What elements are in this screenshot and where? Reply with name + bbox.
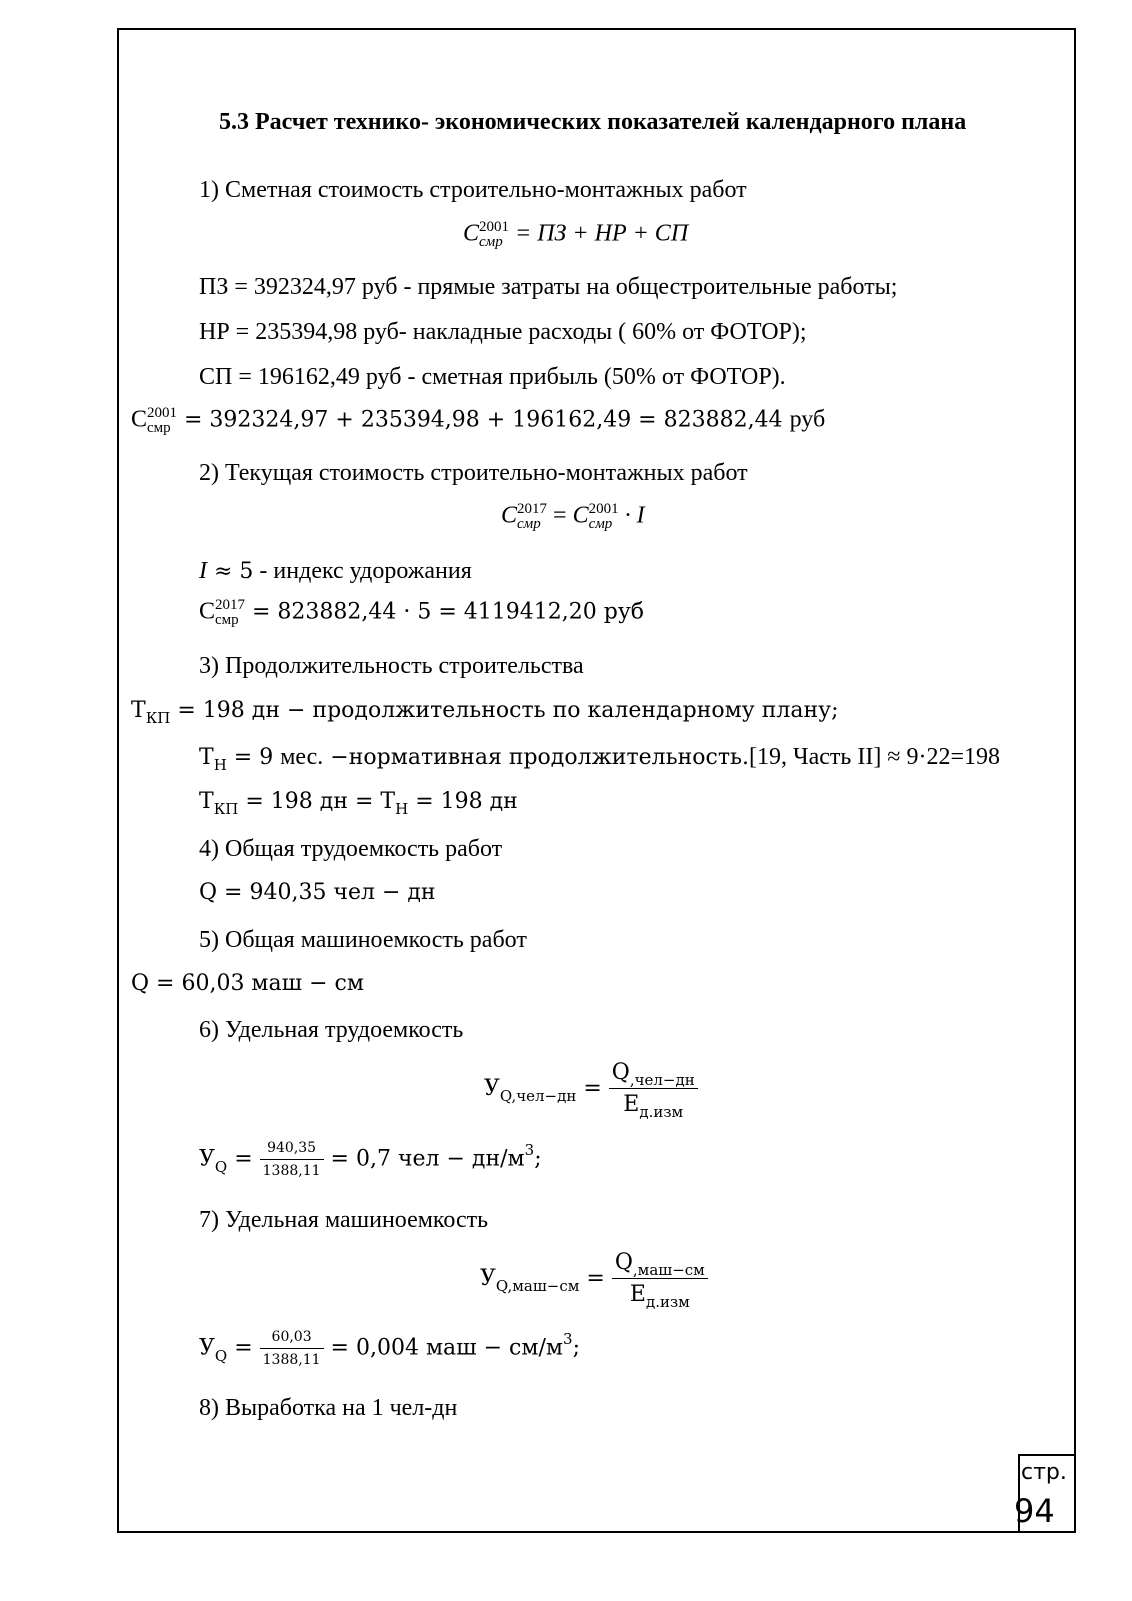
item-4-heading: 4) Общая трудоемкость работ bbox=[199, 836, 503, 862]
calc-6: $У_Q$ = $\frac{940,35}{1388,11}$ = 0,7 чел − $дн/м^3$; bbox=[199, 1140, 542, 1180]
compare-line: $Т_{КП} = 198$ дн = $Т_Н = 198$ дн bbox=[199, 789, 518, 818]
item-3-heading: 3) Продолжительность строительства bbox=[199, 653, 584, 679]
labor-value: Q = 940,35 чел − дн bbox=[199, 880, 436, 905]
item-2-heading: 2) Текущая стоимость строительно-монтажных работ bbox=[199, 460, 748, 486]
tkp-line: $Т_{КП} = 198$ дн − продолжительность по календарному плану; bbox=[131, 698, 839, 727]
nr-line: НР = 235394,98 руб- накладные расходы ( 60% от ФОТОР); bbox=[199, 319, 807, 345]
item-7-heading: 7) Удельная машиноемкость bbox=[199, 1207, 489, 1233]
section-title: 5.3 Расчет технико- экономических показателей календарного плана bbox=[219, 109, 967, 135]
calc-2: С 2017 смр = 823882,44 · 5 = 4119412,20 руб bbox=[199, 597, 645, 628]
item-8-heading: 8) Выработка на 1 чел-дн bbox=[199, 1395, 458, 1421]
item-5-heading: 5) Общая машиноемкость работ bbox=[199, 927, 527, 953]
page-label: стр. bbox=[1021, 1460, 1067, 1485]
item-1-heading: 1) Сметная стоимость строительно-монтажных работ bbox=[199, 177, 747, 203]
formula-1: C 2001 смр = ПЗ + НР + СП bbox=[463, 219, 689, 250]
index-line: I ≈ 5 - индекс удорожания bbox=[199, 558, 472, 584]
formula-2: C 2017 смр = C 2001 смр · I bbox=[501, 501, 645, 532]
page-number: 94 bbox=[1014, 1492, 1055, 1530]
calc-7: $У_Q$ = $\frac{60,03}{1388,11}$ = 0,004 маш − $см/м^3$; bbox=[199, 1329, 580, 1369]
machine-value: Q = 60,03 маш − см bbox=[131, 971, 364, 996]
sp-line: СП = 196162,49 руб - сметная прибыль (50% от ФОТОР). bbox=[199, 364, 786, 390]
formula-7: $У_{Q,маш-см}$ = $\frac{Q_{,маш-см}}{Е_{д.изм}}$ bbox=[480, 1250, 708, 1308]
item-6-heading: 6) Удельная трудоемкость bbox=[199, 1017, 464, 1043]
calc-1: С 2001 смр = 392324,97 + 235394,98 + 196162,49 = 823882,44 руб bbox=[131, 405, 826, 436]
pz-line: ПЗ = 392324,97 руб - прямые затраты на общестроительные работы; bbox=[199, 274, 898, 300]
formula-6: $У_{Q,чел-дн}$ = $\frac{Q_{,чел-дн}}{Е_{д.изм}}$ bbox=[484, 1060, 698, 1118]
tn-line: $Т_Н = 9$ мес. −нормативная продолжительность.[19, Часть II] ≈ 9·22=198 bbox=[199, 744, 1001, 774]
